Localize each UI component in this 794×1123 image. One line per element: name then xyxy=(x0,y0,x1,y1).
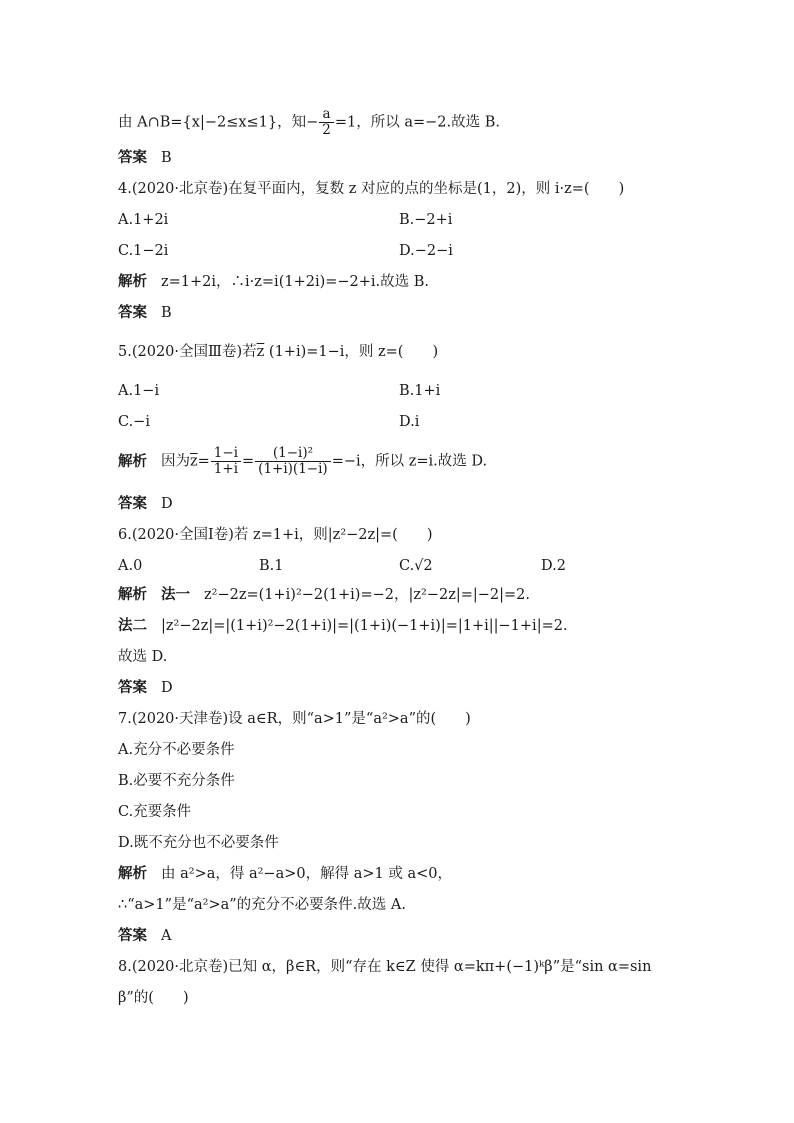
question-part: (1+i)=1−i，则 z=( ) xyxy=(264,344,439,360)
answer-line xyxy=(118,679,173,697)
answer-label: 答案 xyxy=(118,927,147,944)
answer-label: 答案 xyxy=(118,149,147,166)
question-7: 7.(2020·天津卷)设 a∈R，则“a>1”是“a²>a”的( ) xyxy=(118,711,471,727)
option-a: A.1+2i xyxy=(118,212,169,228)
option-d: D.−2−i xyxy=(399,243,453,259)
option-a: A.充分不必要条件 xyxy=(118,742,235,758)
analysis-label: 解析 xyxy=(118,865,147,882)
question-8: 8.(2020·北京卷)已知 α，β∈R，则“存在 k∈Z 使得 α=kπ+(−1)ᵏβ”是“sin α=sin xyxy=(118,959,652,975)
option-b: B.−2+i xyxy=(399,212,453,228)
answer-value: D xyxy=(161,496,173,512)
answer-line xyxy=(118,304,172,322)
solution-part: 由 A∩B={x|−2≤x≤1}，知− xyxy=(118,114,319,131)
analysis-line xyxy=(118,865,452,883)
analysis-line: 解析 因为$\overline{z}=$ $\frac{1-i}{1+i}$ = $\frac{\text{(1−i)²}}{(1+i)(1-i)}$ =−i，所以 z=i.故选 D. xyxy=(118,445,488,477)
answer-value: B xyxy=(161,305,172,321)
option-c: C.充要条件 xyxy=(118,804,192,820)
option-b: B.1+i xyxy=(399,383,441,399)
answer-value: A xyxy=(161,928,172,944)
analysis-text: z=1+2i，∴i·z=i(1+2i)=−2+i.故选 B. xyxy=(161,274,430,290)
analysis-text: 因为 xyxy=(161,453,190,470)
method-2-label: 法二 xyxy=(118,617,147,634)
fraction-denominator: 1+i xyxy=(213,461,239,477)
solution-part: =1，所以 a=−2.故选 B. xyxy=(334,114,501,131)
question-6: 6.(2020·全国Ⅰ卷)若 z=1+i，则|z²−2z|=( ) xyxy=(118,527,433,543)
answer-label: 答案 xyxy=(118,679,147,696)
solution-text xyxy=(118,107,500,138)
question-4: 4.(2020·北京卷)在复平面内，复数 z 对应的点的坐标是(1，2)，则 i·z=( ) xyxy=(118,181,625,197)
fraction xyxy=(319,107,334,138)
option-a: A.1−i xyxy=(118,383,160,399)
option-a: A.0 xyxy=(118,558,143,574)
analysis-label: 解析 xyxy=(118,452,147,470)
method-1-label: 法一 xyxy=(161,586,190,603)
fraction xyxy=(255,446,331,477)
answer-value: B xyxy=(161,150,172,166)
analysis-label: 解析 xyxy=(118,586,147,603)
fraction-denominator: 2 xyxy=(322,122,331,138)
answer-line xyxy=(118,149,172,167)
question-part: 5.(2020·全国Ⅲ卷)若 xyxy=(118,344,257,360)
option-c: C.1−2i xyxy=(118,243,169,259)
option-d: D.2 xyxy=(541,558,566,574)
answer-line xyxy=(118,495,173,513)
conjugate-variable: $\overline{z}$ xyxy=(256,344,265,360)
analysis-line xyxy=(118,586,530,604)
answer-label: 答案 xyxy=(118,304,147,321)
question-5 xyxy=(118,343,438,361)
analysis-line xyxy=(118,273,429,291)
option-d: D.既不充分也不必要条件 xyxy=(118,835,279,851)
option-d: D.i xyxy=(399,414,420,430)
question-8-continued: β”的( ) xyxy=(118,990,189,1006)
analysis-line: 故选 D. xyxy=(118,649,168,665)
option-c: C.−i xyxy=(118,414,150,430)
fraction-numerator: (1−i)² xyxy=(255,446,331,462)
option-c: C.√2 xyxy=(399,558,433,574)
analysis-text: 由 a²>a，得 a²−a>0，解得 a>1 或 a<0， xyxy=(161,866,452,882)
fraction-denominator: (1+i)(1−i) xyxy=(258,461,328,477)
answer-value: D xyxy=(161,680,173,696)
fraction xyxy=(211,446,241,477)
analysis-text: z²−2z=(1+i)²−2(1+i)=−2，|z²−2z|=|−2|=2. xyxy=(204,587,530,603)
fraction-numerator: a xyxy=(319,107,334,123)
option-b: B.必要不充分条件 xyxy=(118,773,235,789)
analysis-line xyxy=(118,617,568,635)
fraction-numerator: 1−i xyxy=(211,446,241,462)
answer-line xyxy=(118,927,171,945)
analysis-text: =−i，所以 z=i.故选 D. xyxy=(331,453,488,470)
analysis-line: ∴“a>1”是“a²>a”的充分不必要条件.故选 A. xyxy=(118,897,406,913)
analysis-text: |z²−2z|=|(1+i)²−2(1+i)|=|(1+i)(−1+i)|=|1+i||−1+i|=2. xyxy=(161,618,568,634)
answer-label: 答案 xyxy=(118,495,147,512)
analysis-label: 解析 xyxy=(118,273,147,290)
option-b: B.1 xyxy=(259,558,284,574)
conjugate-variable: $\overline{z}$ xyxy=(190,453,198,470)
